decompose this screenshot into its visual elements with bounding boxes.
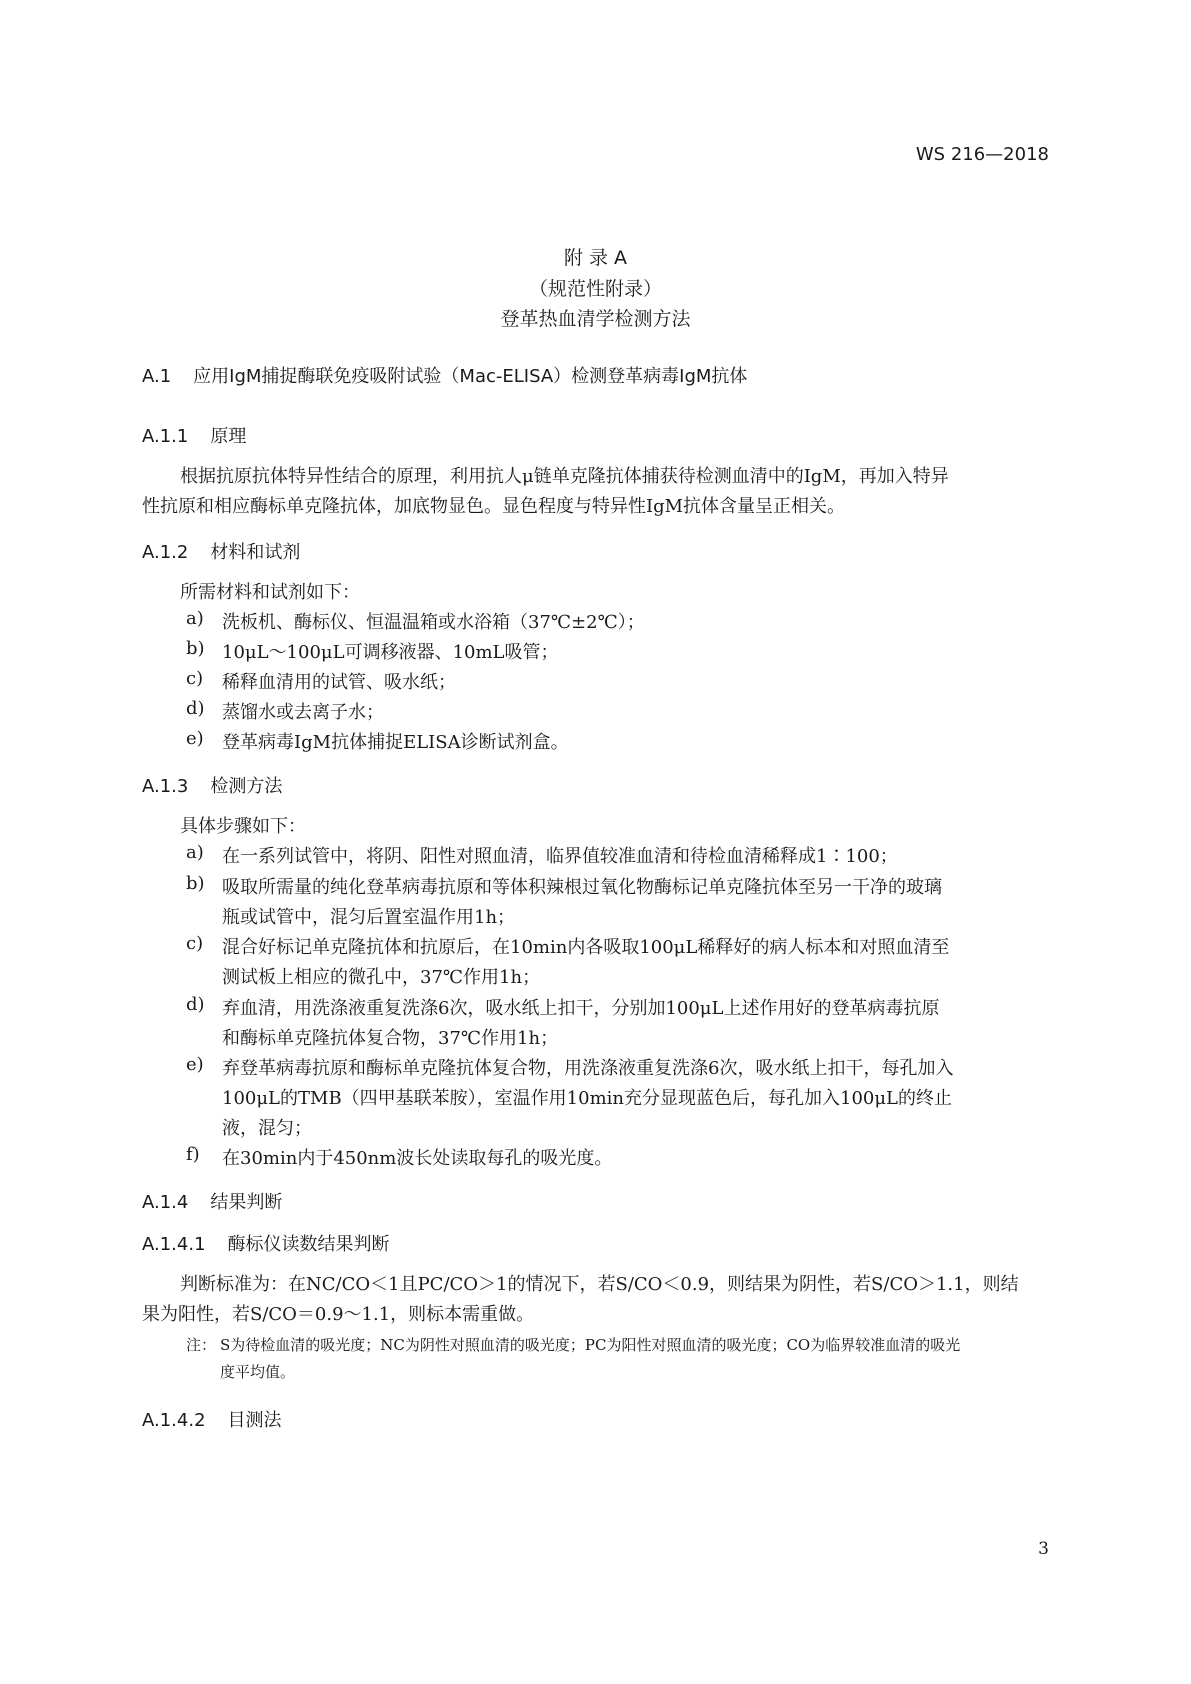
section-title: 检测方法 [210, 776, 283, 797]
section-number: A.1.4 [142, 1192, 189, 1213]
paragraph-line: 判断标准为：在NC/CO＜1且PC/CO＞1的情况下，若S/CO＜0.9，则结果为阴性，若S/CO＞1.1，则结 [180, 1274, 1019, 1295]
list-item: 洗板机、酶标仪、恒温温箱或水浴箱（37℃±2℃）； [222, 612, 645, 633]
note-text: S为待检血清的吸光度；NC为阴性对照血清的吸光度；PC为阳性对照血清的吸光度；CO为临界较准血清的吸光 [220, 1336, 961, 1354]
list-marker: d) [186, 994, 205, 1015]
section-title: 结果判断 [210, 1192, 283, 1213]
list-marker: d) [186, 698, 205, 719]
list-item: 弃登革病毒抗原和酶标单克隆抗体复合物，用洗涤液重复洗涤6次，吸水纸上扣干，每孔加入 [222, 1058, 954, 1079]
list-item: 稀释血清用的试管、吸水纸； [222, 672, 456, 693]
list-item: 在30min内于450nm波长处读取每孔的吸光度。 [222, 1148, 613, 1169]
section-heading-a11 [142, 422, 246, 448]
list-marker: b) [186, 638, 205, 659]
list-marker: c) [186, 668, 204, 689]
page-number: 3 [1038, 1539, 1049, 1559]
list-marker: a) [186, 608, 204, 629]
list-item-continuation: 测试板上相应的微孔中，37℃作用1h； [222, 967, 541, 988]
section-heading-a1 [142, 362, 747, 388]
list-item: 在一系列试管中，将阴、阳性对照血清，临界值较准血清和待检血清稀释成1∶100； [222, 846, 898, 867]
section-number: A.1.4.2 [142, 1410, 206, 1431]
list-marker: f) [186, 1144, 200, 1165]
list-item-continuation: 和酶标单克隆抗体复合物，37℃作用1h； [222, 1028, 559, 1049]
paragraph-line: 根据抗原抗体特异性结合的原理，利用抗人μ链单克隆抗体捕获待检测血清中的IgM，再加入特异 [180, 466, 949, 487]
section-heading-a12 [142, 538, 300, 564]
section-number: A.1.1 [142, 426, 189, 447]
section-title: 材料和试剂 [210, 542, 301, 563]
list-item: 弃血清，用洗涤液重复洗涤6次，吸水纸上扣干，分别加100μL上述作用好的登革病毒抗原 [222, 998, 940, 1019]
list-intro: 具体步骤如下： [180, 816, 306, 837]
list-marker: c) [186, 933, 204, 954]
note-text: 度平均值。 [220, 1363, 296, 1381]
paragraph-line: 性抗原和相应酶标单克隆抗体，加底物显色。显色程度与特异性IgM抗体含量呈正相关。 [142, 496, 846, 517]
section-heading-a14 [142, 1188, 282, 1214]
list-item-continuation: 瓶或试管中，混匀后置室温作用1h； [222, 907, 516, 928]
list-marker: e) [186, 728, 204, 749]
section-heading-a13 [142, 772, 282, 798]
list-item: 吸取所需量的纯化登革病毒抗原和等体积辣根过氧化物酶标记单克隆抗体至另一干净的玻璃 [222, 877, 942, 898]
section-heading-a142 [142, 1406, 282, 1432]
appendix-label: 附 录 A [563, 247, 628, 269]
section-heading-a141 [142, 1230, 390, 1256]
list-item-continuation: 100μL的TMB（四甲基联苯胺），室温作用10min充分显现蓝色后，每孔加入100μL的终止 [222, 1088, 952, 1109]
note-label: 注： [186, 1336, 217, 1354]
appendix-type: （规范性附录） [528, 278, 662, 300]
section-title: 应用IgM捕捉酶联免疫吸附试验（Mac-ELISA）检测登革病毒IgM抗体 [193, 366, 748, 387]
section-number: A.1 [142, 366, 172, 387]
section-number: A.1.4.1 [142, 1234, 206, 1255]
document-code: WS 216—2018 [915, 144, 1049, 165]
list-item: 登革病毒IgM抗体捕捉ELISA诊断试剂盒。 [222, 732, 569, 753]
section-number: A.1.2 [142, 542, 189, 563]
list-intro: 所需材料和试剂如下： [180, 582, 360, 603]
paragraph-line: 果为阳性，若S/CO＝0.9～1.1，则标本需重做。 [142, 1304, 535, 1325]
section-title: 目测法 [227, 1410, 282, 1431]
list-marker: e) [186, 1054, 204, 1075]
list-item-continuation: 液，混匀； [222, 1118, 312, 1139]
list-item: 混合好标记单克隆抗体和抗原后，在10min内各吸取100μL稀释好的病人标本和对照血清至 [222, 937, 950, 958]
section-title: 原理 [210, 426, 247, 447]
list-marker: a) [186, 842, 204, 863]
section-title: 酶标仪读数结果判断 [227, 1234, 390, 1255]
section-number: A.1.3 [142, 776, 189, 797]
list-item: 蒸馏水或去离子水； [222, 702, 384, 723]
appendix-title: 登革热血清学检测方法 [500, 308, 691, 330]
list-item: 10μL～100μL可调移液器、10mL吸管； [222, 642, 559, 663]
list-marker: b) [186, 873, 205, 894]
